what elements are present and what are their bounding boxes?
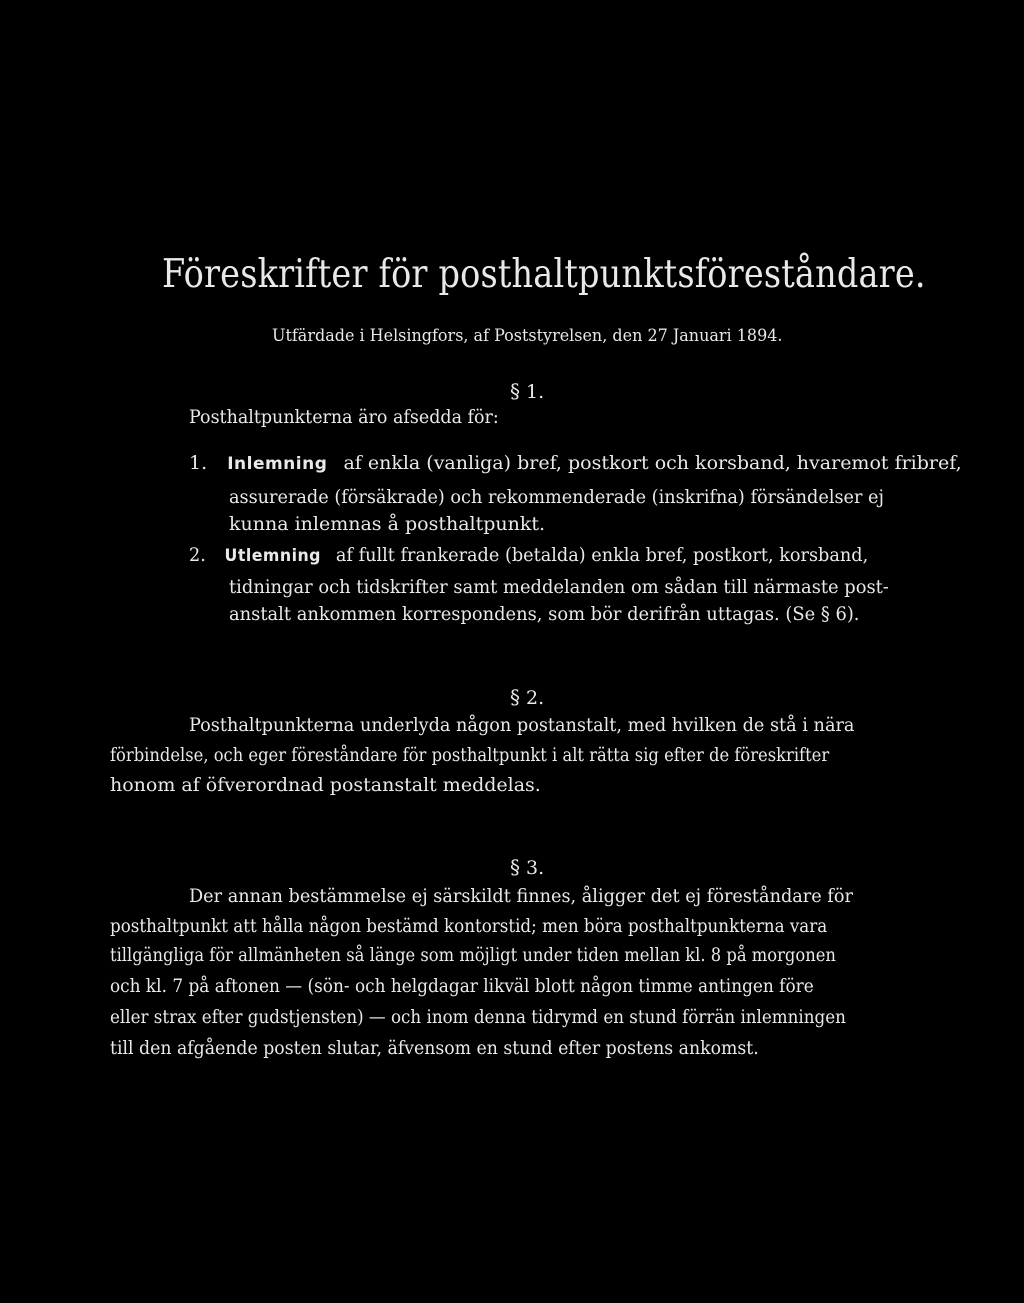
section-3-text-line: posthaltpunkt att hålla någon bestämd kontorstid; men böra posthaltpunkterna vara [110, 915, 828, 937]
section-1-item-1 [189, 452, 989, 474]
section-1-intro: Posthaltpunkterna äro afsedda för: [189, 406, 499, 428]
section-3-text-line: till den afgående posten slutar, äfvensom en stund efter postens ankomst. [110, 1037, 759, 1059]
item-text-line: af fullt frankerade (betalda) enkla bref, postkort, korsband, [335, 544, 869, 566]
section-symbol: § [510, 855, 520, 879]
item-number: 1. [189, 452, 208, 474]
section-number: 3. [526, 857, 545, 879]
section-3-text-line: och kl. 7 på aftonen — (sön- och helgdagar likväl blott någon timme antingen före [110, 975, 814, 997]
item-text-line: assurerade (försäkrade) och rekommenderade (inskrifna) försändelser ej [229, 486, 884, 508]
document-title: Föreskrifter för posthaltpunktsföreståndare. [162, 252, 926, 297]
section-3-text-line: Der annan bestämmelse ej särskildt finnes, åligger det ej föreståndare för [189, 885, 853, 907]
section-symbol: § [510, 379, 520, 403]
section-symbol: § [510, 685, 520, 709]
section-1-heading [510, 379, 544, 403]
section-2-text-line: Posthaltpunkterna underlyda någon postanstalt, med hvilken de stå i nära [189, 714, 855, 736]
section-2-text-line: förbindelse, och eger föreståndare för posthaltpunkt i alt rätta sig efter de föreskrifter [110, 744, 830, 766]
section-number: 2. [526, 687, 545, 709]
section-1-item-2 [189, 544, 868, 566]
section-2-text-line: honom af öfverordnad postanstalt meddelas. [110, 774, 541, 796]
item-text-line: tidningar och tidskrifter samt meddelanden om sådan till närmaste post- [229, 576, 889, 598]
section-number: 1. [526, 381, 545, 403]
section-3-heading [510, 855, 544, 879]
section-2-heading [510, 685, 544, 709]
section-3-text-line: tillgängliga för allmänheten så länge som möjligt under tiden mellan kl. 8 på morgonen [110, 944, 836, 966]
item-text-line: anstalt ankommen korrespondens, som bör derifrån uttagas. (Se § 6). [229, 603, 860, 625]
section-3-text-line: eller strax efter gudstjensten) — och inom denna tidrymd en stund förrän inlemningen [110, 1006, 846, 1028]
document-subtitle: Utfärdade i Helsingfors, af Poststyrelsen, den 27 Januari 1894. [272, 326, 783, 346]
item-keyword: Inlemning [227, 454, 328, 474]
item-keyword: Utlemning [224, 546, 321, 566]
item-text-line: af enkla (vanliga) bref, postkort och korsband, hvaremot fribref, [343, 452, 962, 474]
item-number: 2. [189, 544, 206, 566]
item-text-line: kunna inlemnas å posthaltpunkt. [229, 513, 546, 535]
